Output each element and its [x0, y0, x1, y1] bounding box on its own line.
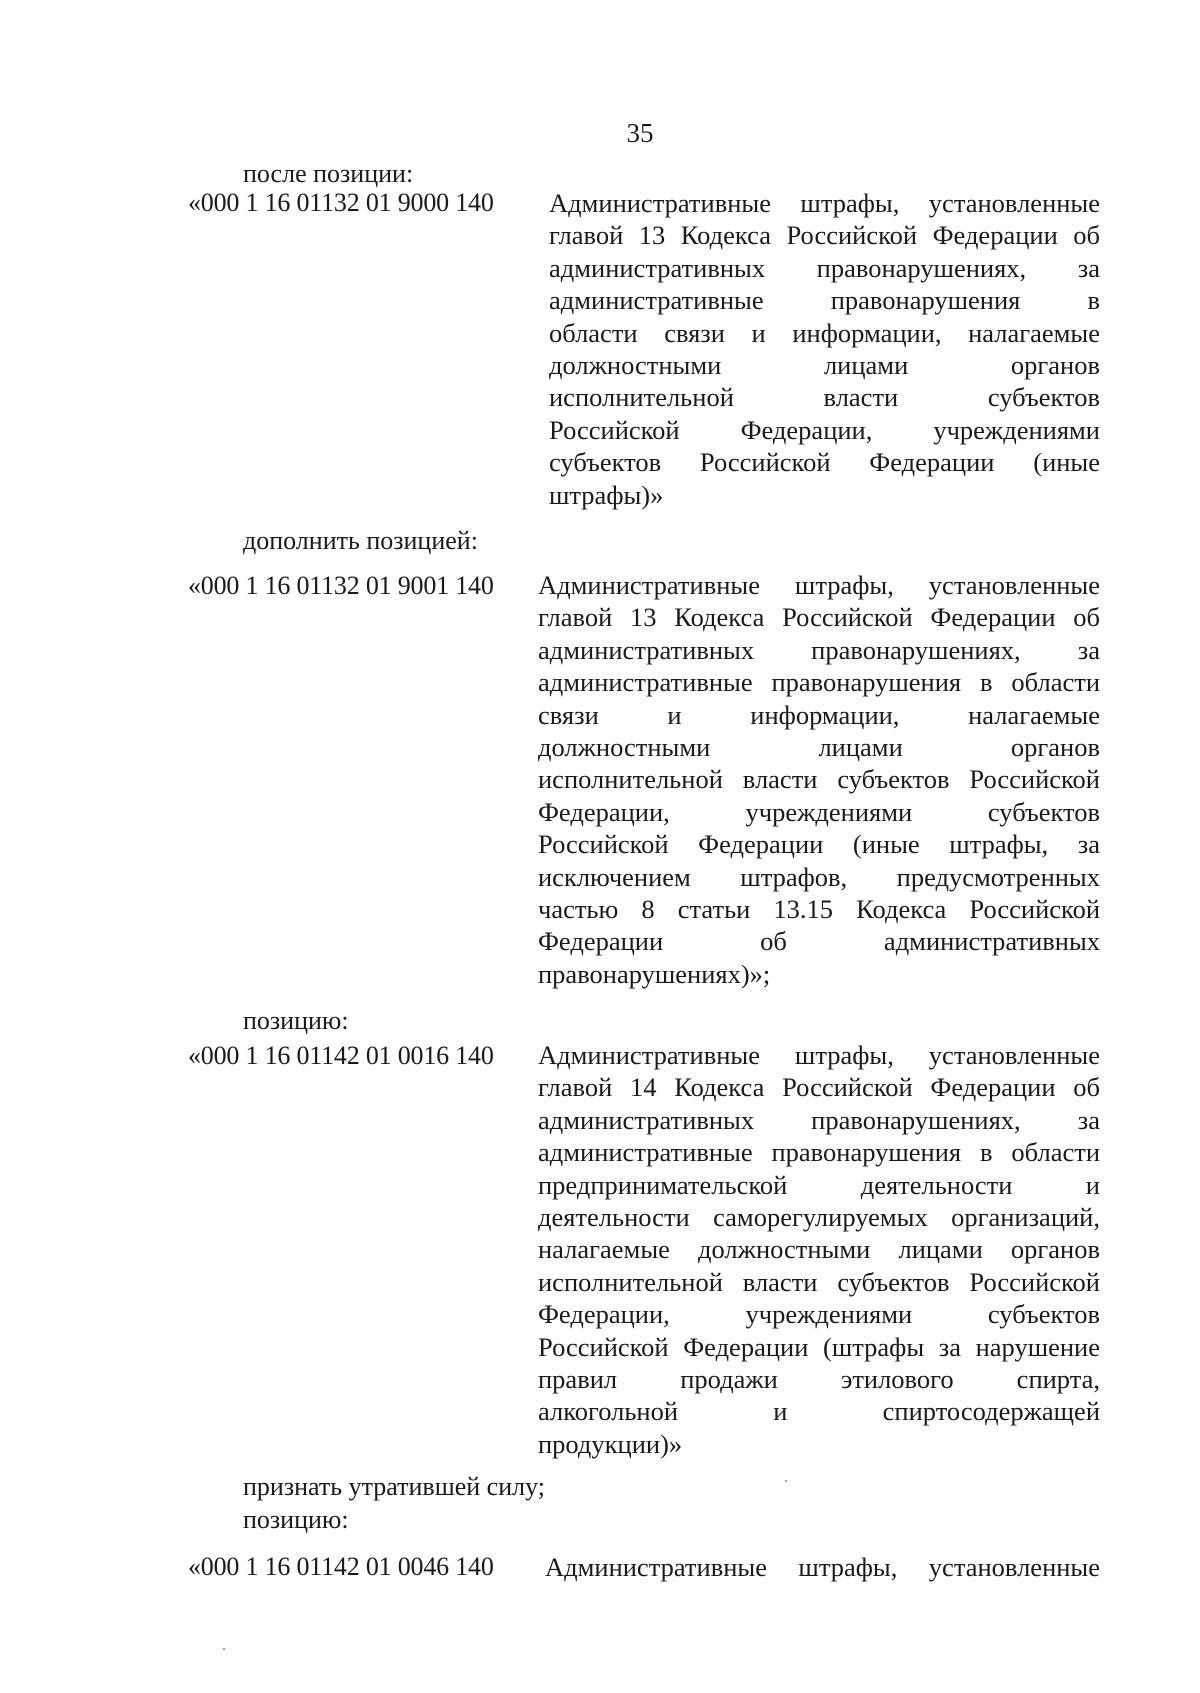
instruction-label: позицию:	[243, 1006, 349, 1035]
description-line: предпринимательской деятельности и	[538, 1169, 1100, 1200]
description-line: продукции)»	[538, 1428, 683, 1459]
position-description	[549, 187, 1100, 511]
description-line: правил продажи этилового спирта,	[538, 1363, 1100, 1394]
description-line: алкогольной и спиртосодержащей	[538, 1396, 1100, 1427]
instruction-label: после позиции:	[243, 159, 414, 188]
position-description	[538, 1039, 1100, 1460]
budget-code: «000 1 16 01142 01 0016 140	[188, 1041, 494, 1070]
description-line: главой 13 Кодекса Российской Федерации об	[538, 602, 1100, 633]
description-line: Федерации, учреждениями субъектов	[538, 796, 1100, 827]
description-line: правонарушениях)»;	[538, 958, 771, 989]
description-line: административных правонарушениях, за	[549, 252, 1100, 283]
page-number: 35	[626, 118, 654, 148]
description-line: административные правонарушения в	[549, 285, 1100, 316]
description-line: исполнительной власти субъектов Российской	[538, 1266, 1100, 1297]
description-line: частью 8 статьи 13.15 Кодекса Российской	[538, 893, 1100, 924]
budget-code: «000 1 16 01142 01 0046 140	[188, 1552, 494, 1581]
description-line: должностными лицами органов	[538, 731, 1100, 762]
description-line: связи и информации, налагаемые	[538, 699, 1100, 730]
description-line: административных правонарушениях, за	[538, 634, 1100, 665]
description-line: должностными лицами органов	[549, 349, 1100, 380]
position-description	[538, 569, 1100, 990]
description-line: исключением штрафов, предусмотренных	[538, 861, 1100, 892]
description-line: Российской Федерации (иные штрафы, за	[538, 829, 1100, 860]
description-line: административные правонарушения в области	[538, 667, 1100, 698]
instruction-label: позицию:	[243, 1505, 349, 1534]
instruction-label: признать утратившей силу;	[243, 1472, 545, 1501]
description-line: Федерации об административных	[538, 926, 1100, 957]
description-line: исполнительной власти субъектов Российской	[538, 764, 1100, 795]
description-line: штрафы)»	[549, 479, 664, 510]
description-line: Административные штрафы, установленные	[549, 188, 1100, 218]
budget-code: «000 1 16 01132 01 9000 140	[188, 188, 494, 217]
description-line: Административные штрафы, установленные	[545, 1552, 1100, 1582]
description-line: субъектов Российской Федерации (иные	[549, 447, 1100, 478]
description-line: деятельности саморегулируемых организаций,	[538, 1201, 1100, 1232]
description-line: Административные штрафы, установленные	[538, 1040, 1100, 1070]
description-line: Российской Федерации (штрафы за нарушение	[538, 1331, 1100, 1362]
scan-speck	[785, 1480, 787, 1482]
instruction-label: дополнить позицией:	[243, 526, 478, 555]
description-line: главой 13 Кодекса Российской Федерации об	[549, 220, 1100, 251]
description-line: Административные штрафы, установленные	[538, 570, 1100, 600]
description-line: области связи и информации, налагаемые	[549, 317, 1100, 348]
budget-code: «000 1 16 01132 01 9001 140	[188, 571, 494, 600]
scan-speck	[223, 1648, 225, 1650]
position-description	[545, 1551, 1100, 1583]
description-line: Федерации, учреждениями субъектов	[538, 1299, 1100, 1330]
description-line: исполнительной власти субъектов	[549, 382, 1100, 413]
description-line: административные правонарушения в области	[538, 1137, 1100, 1168]
description-line: административных правонарушениях, за	[538, 1104, 1100, 1135]
description-line: налагаемые должностными лицами органов	[538, 1234, 1100, 1265]
description-line: Российской Федерации, учреждениями	[549, 414, 1100, 445]
description-line: главой 14 Кодекса Российской Федерации об	[538, 1072, 1100, 1103]
